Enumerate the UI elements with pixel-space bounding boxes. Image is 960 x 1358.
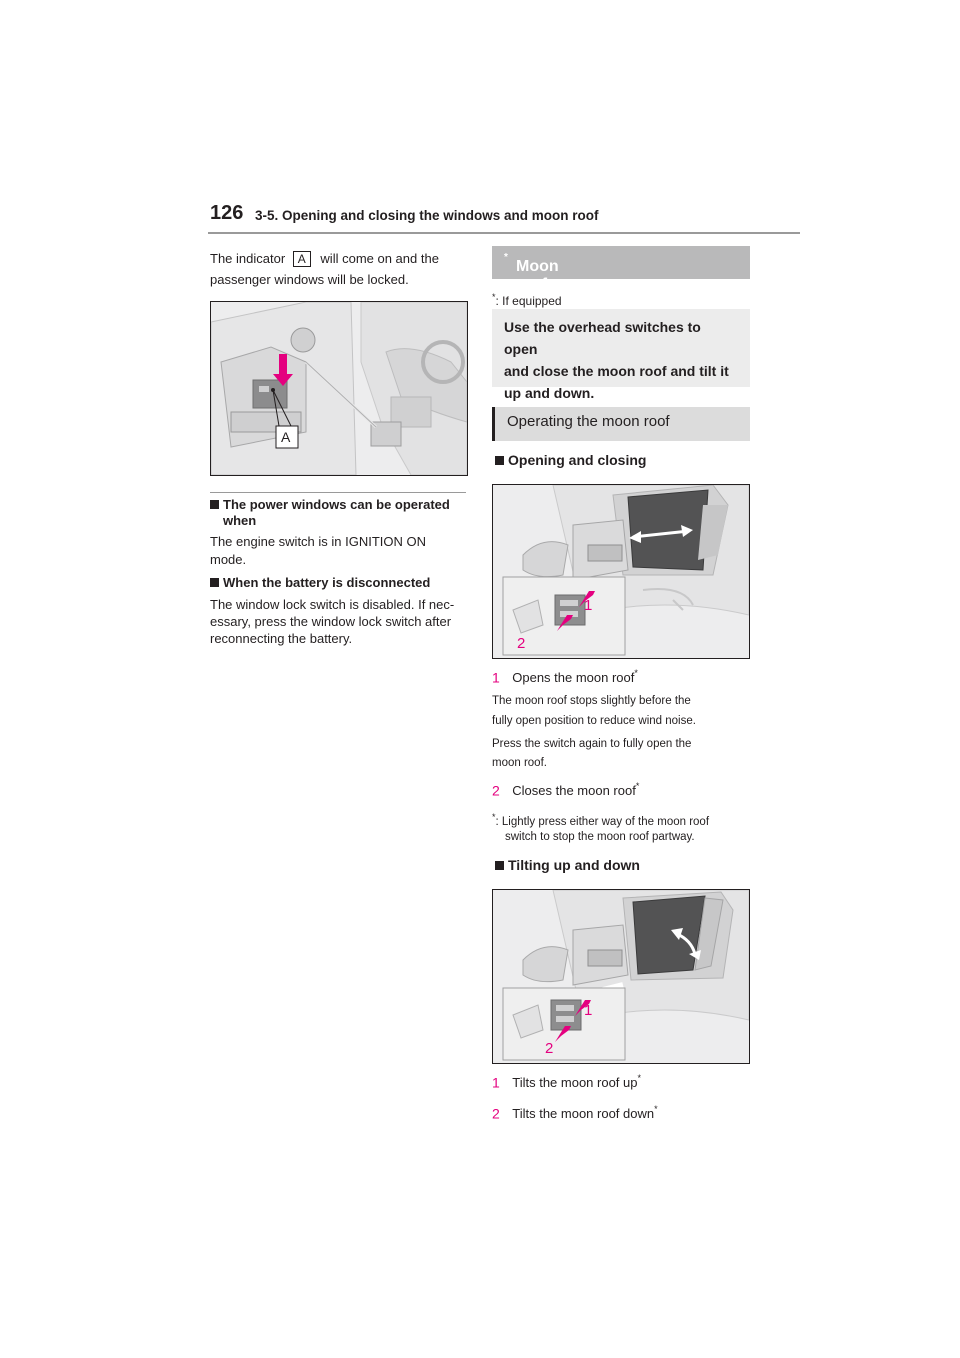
intro-line1: Use the overhead switches to open (504, 319, 701, 357)
bullet-square (210, 500, 219, 509)
subhead-battery: When the battery is disconnected (210, 575, 430, 591)
fig2-label-1: 1 (584, 1002, 593, 1019)
step-number: 1 (492, 1074, 500, 1091)
note1-line2: fully open position to reduce wind noise. (492, 715, 696, 727)
note1-line1: The moon roof stops slightly before the (492, 695, 691, 707)
body2-line2: essary, press the window lock switch after (210, 614, 452, 629)
fig1-label-1: 1 (584, 597, 593, 614)
body1-line1: The engine switch is in IGNITION ON (210, 534, 427, 549)
intro-box (492, 309, 750, 401)
body1-line2: mode. (210, 552, 247, 567)
body2-line1: The window lock switch is disabled. If nec- (210, 597, 455, 612)
step-tilt-down: 2 Tilts the moon roof down* (492, 1104, 658, 1122)
step-opens: 1 Opens the moon roof* (492, 668, 638, 686)
subhead-power-windows-line2: when (223, 513, 257, 528)
open-close-drawing (493, 485, 749, 658)
if-equipped-footnote: *: If equipped (492, 292, 562, 308)
bullet-square (495, 861, 504, 870)
operating-title-bar (492, 407, 750, 441)
section-title: 3-5. Opening and closing the windows and moon roof (255, 208, 599, 223)
step-closes: 2 Closes the moon roof* (492, 781, 640, 799)
step-number: 2 (492, 782, 500, 799)
intro-line2: and close the moon roof and tilt it (504, 363, 729, 379)
step-tilt-up: 1 Tilts the moon roof up* (492, 1073, 642, 1091)
moon-roof-title: Moon roof (516, 258, 559, 293)
operating-title: Operating the moon roof (507, 413, 670, 430)
fig2-label-2: 2 (545, 1040, 554, 1057)
indicator-a-label: A (293, 251, 311, 267)
fig1-label-2: 2 (517, 635, 526, 652)
intro-before: The indicator (210, 251, 286, 266)
moon-roof-open-close-illustration (492, 484, 750, 659)
bullet-square (495, 456, 504, 465)
indicator-intro (210, 249, 470, 268)
note2-line1: Press the switch again to fully open the (492, 738, 692, 750)
bullet-square (210, 578, 219, 587)
subhead-opening-closing: Opening and closing (495, 452, 646, 468)
note2-line2: moon roof. (492, 757, 547, 769)
left-divider (210, 492, 466, 493)
page-number: 126 (210, 202, 244, 224)
window-lock-illustration (210, 301, 468, 476)
subhead-power-windows: The power windows can be operated (210, 497, 450, 513)
note3-line2: switch to stop the moon roof partway. (505, 831, 695, 843)
callout-a: A (281, 429, 291, 445)
step-number: 2 (492, 1105, 500, 1122)
note3-line1: *: Lightly press either way of the moon roof (492, 812, 710, 828)
body2-line3: reconnecting the battery. (210, 631, 353, 646)
step-number: 1 (492, 669, 500, 686)
intro-after: will come on and the (320, 251, 439, 266)
moon-roof-tilt-illustration (492, 889, 750, 1064)
intro-line2: passenger windows will be locked. (210, 272, 409, 287)
intro-line3: up and down. (504, 385, 595, 401)
moon-roof-title-bar: Moon roof * (492, 246, 750, 279)
window-lock-drawing (211, 302, 467, 475)
header-rule (208, 232, 800, 234)
subhead-tilting: Tilting up and down (495, 857, 640, 873)
tilt-drawing (493, 890, 749, 1063)
